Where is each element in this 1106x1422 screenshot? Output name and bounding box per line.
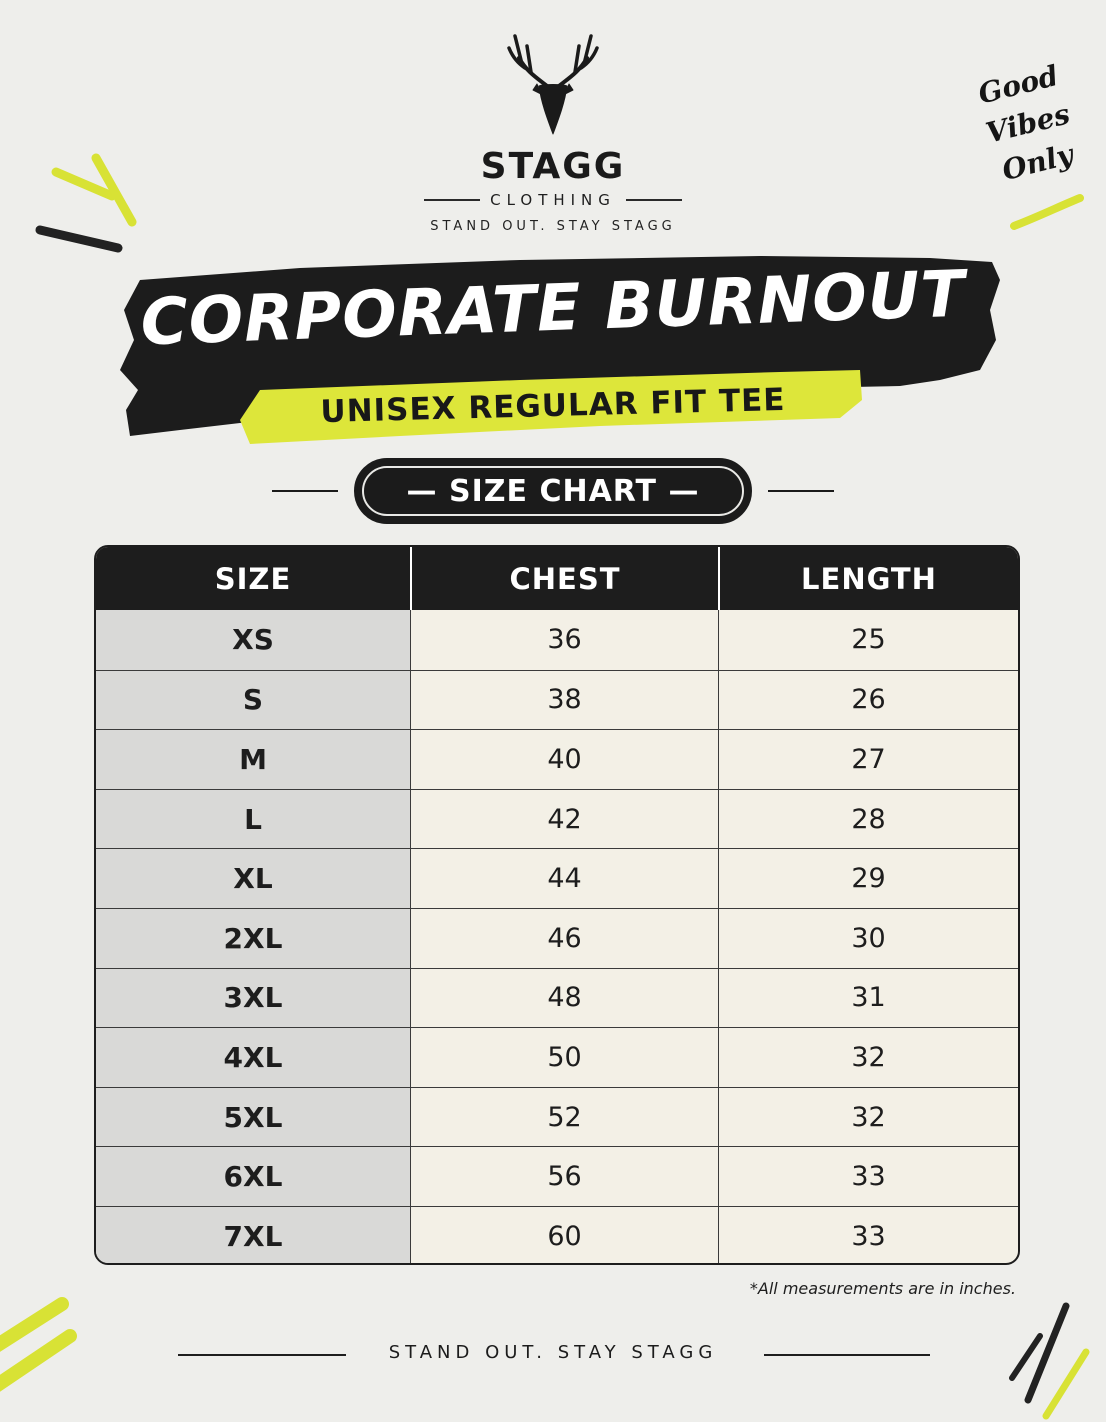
- cell-size: M: [96, 730, 410, 789]
- badge-line: Vibes: [982, 97, 1074, 150]
- brand-sub-row: [0, 191, 1106, 209]
- cell-chest: 60: [410, 1207, 718, 1265]
- header-chest: CHEST: [410, 547, 718, 610]
- product-subtitle: UNISEX REGULAR FIT TEE: [320, 381, 786, 431]
- cell-chest: 38: [410, 671, 718, 730]
- table-row: [96, 908, 1018, 968]
- cell-size: XS: [96, 610, 410, 670]
- cell-size: 6XL: [96, 1147, 410, 1206]
- cell-size: L: [96, 790, 410, 849]
- cell-chest: 40: [410, 730, 718, 789]
- table-row: [96, 729, 1018, 789]
- cell-length: 33: [718, 1147, 1018, 1206]
- cell-size: 5XL: [96, 1088, 410, 1147]
- divider: [272, 490, 338, 492]
- cell-chest: 44: [410, 849, 718, 908]
- cell-size: S: [96, 671, 410, 730]
- cell-length: 28: [718, 790, 1018, 849]
- cell-size: 2XL: [96, 909, 410, 968]
- table-row: [96, 789, 1018, 849]
- table-body: [96, 610, 1018, 1265]
- cell-length: 32: [718, 1088, 1018, 1147]
- cell-length: 32: [718, 1028, 1018, 1087]
- brand-name: STAGG: [480, 146, 626, 187]
- size-chart-pill: [354, 458, 752, 524]
- cell-length: 26: [718, 671, 1018, 730]
- size-chart-label: — SIZE CHART —: [362, 466, 744, 516]
- measurement-note: *All measurements are in inches.: [749, 1279, 1016, 1298]
- cell-chest: 56: [410, 1147, 718, 1206]
- table-row: [96, 968, 1018, 1028]
- table-row: [96, 1087, 1018, 1147]
- cell-length: 27: [718, 730, 1018, 789]
- table-row: [96, 610, 1018, 670]
- header-length: LENGTH: [718, 547, 1018, 610]
- divider: [424, 199, 480, 201]
- brand-logo: [0, 28, 1106, 234]
- cell-length: 29: [718, 849, 1018, 908]
- brand-tagline: STAND OUT. STAY STAGG: [430, 219, 676, 234]
- cell-size: XL: [96, 849, 410, 908]
- header-size: SIZE: [214, 561, 292, 596]
- footer: [0, 1340, 1106, 1370]
- badge-line: Good: [974, 58, 1062, 111]
- cell-chest: 52: [410, 1088, 718, 1147]
- product-title: CORPORATE BURNOUT: [139, 257, 967, 361]
- divider: [626, 199, 682, 201]
- divider: [764, 1354, 930, 1356]
- brand-sub: CLOTHING: [490, 191, 616, 209]
- cell-length: 33: [718, 1207, 1018, 1265]
- cell-chest: 48: [410, 969, 718, 1028]
- table-header: [96, 547, 1018, 610]
- cell-length: 31: [718, 969, 1018, 1028]
- stag-head-icon: [497, 28, 609, 140]
- table-row: [96, 670, 1018, 730]
- table-row: [96, 1146, 1018, 1206]
- table-row: [96, 848, 1018, 908]
- cell-size: 7XL: [96, 1207, 410, 1265]
- cell-chest: 36: [410, 610, 718, 670]
- cell-size: 3XL: [96, 969, 410, 1028]
- size-table: [94, 545, 1020, 1265]
- cell-chest: 46: [410, 909, 718, 968]
- badge-line: Only: [998, 137, 1077, 188]
- cell-size: 4XL: [96, 1028, 410, 1087]
- size-chart-heading: [0, 458, 1106, 524]
- cell-length: 30: [718, 909, 1018, 968]
- cell-chest: 42: [410, 790, 718, 849]
- table-row: [96, 1206, 1018, 1265]
- footer-tagline: STAND OUT. STAY STAGG: [388, 1342, 718, 1363]
- cell-chest: 50: [410, 1028, 718, 1087]
- cell-length: 25: [718, 610, 1018, 670]
- divider: [768, 490, 834, 492]
- table-row: [96, 1027, 1018, 1087]
